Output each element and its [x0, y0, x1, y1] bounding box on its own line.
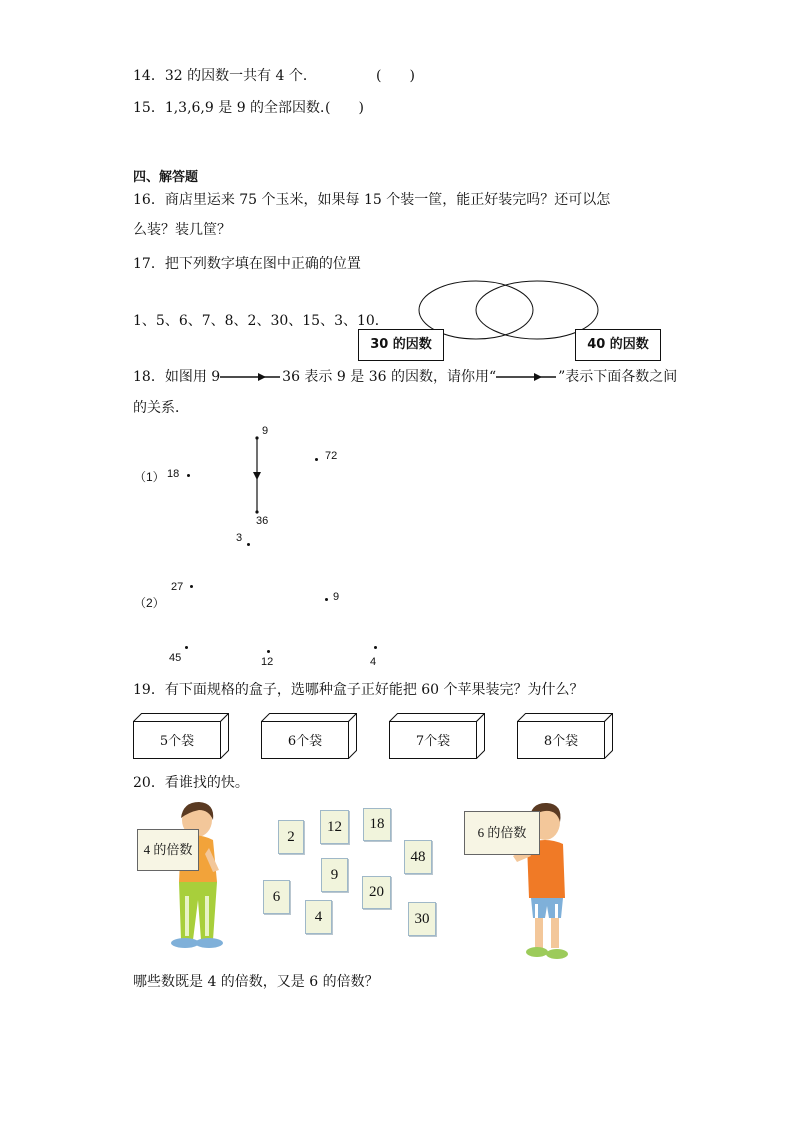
- number-card-9[interactable]: [321, 858, 348, 892]
- venn-label-right: 40 的因数: [575, 329, 661, 361]
- num-36: 36: [256, 515, 269, 527]
- question-19: 19．有下面规格的盒子，选哪种盒子正好能把 60 个苹果装完？为什么？: [133, 682, 584, 698]
- answer-paren-15[interactable]: ( ): [325, 100, 364, 116]
- card-value: 2: [287, 829, 295, 845]
- card-value: 4: [314, 909, 323, 925]
- num-9b: 9: [333, 591, 340, 603]
- card-value: 18: [369, 816, 385, 832]
- question-17-title: 17．把下列数字填在图中正确的位置: [133, 256, 361, 272]
- box-label-1: 5个袋: [159, 734, 195, 749]
- answer-paren-14[interactable]: ( ): [376, 68, 415, 84]
- question-16-line1: 16．商店里运来 75 个玉米，如果每 15 个装一筐，能正好装完吗？还可以怎: [133, 192, 611, 208]
- question-18-line2: 的关系．: [133, 400, 189, 416]
- boy-left-illustration: [135, 800, 225, 952]
- number-card-20[interactable]: [362, 876, 391, 909]
- point-9[interactable]: [325, 598, 328, 601]
- point-72[interactable]: [315, 458, 318, 461]
- question-15-text: 15．1,3,6,9 是 9 的全部因数．: [133, 100, 335, 116]
- arrow-icon: [496, 372, 558, 382]
- num-72: 72: [325, 450, 338, 462]
- question-14: [133, 66, 317, 86]
- number-card-4[interactable]: [305, 900, 332, 934]
- arrow-icon: [220, 372, 282, 382]
- number-card-12[interactable]: [320, 810, 349, 844]
- num-12: 12: [261, 656, 274, 668]
- point-27[interactable]: [190, 585, 193, 588]
- part-1-label: （1）: [134, 470, 165, 484]
- q18-text-a: 18．如图用 9: [133, 369, 221, 385]
- card-value: 12: [327, 819, 342, 835]
- card-value: 20: [369, 884, 384, 900]
- num-18: 18: [167, 468, 180, 480]
- question-18-line1: [133, 367, 677, 387]
- q18-text-c: ”表示下面各数之间: [558, 369, 678, 385]
- venn-label-left: 30 的因数: [358, 329, 444, 361]
- q18-text-b: 36 表示 9 是 36 的因数，请你用“: [282, 369, 497, 385]
- section-title: 四、解答题: [133, 170, 199, 185]
- point-45[interactable]: [185, 646, 188, 649]
- box-option-2[interactable]: [261, 713, 357, 759]
- point-12[interactable]: [267, 650, 270, 653]
- question-17-numbers: 1、5、6、7、8、2、30、15、3、10．: [133, 313, 389, 329]
- question-20-ask: 哪些数既是 4 的倍数，又是 6 的倍数？: [133, 974, 379, 990]
- card-value: 9: [330, 867, 339, 883]
- number-card-30[interactable]: [408, 902, 436, 936]
- number-card-18[interactable]: [363, 808, 391, 841]
- number-card-48[interactable]: [404, 840, 432, 874]
- point-4[interactable]: [374, 646, 377, 649]
- question-20-title: 20．看谁找的快。: [133, 775, 249, 791]
- card-value: 30: [414, 911, 430, 927]
- sign-right-text: 6 的倍数: [477, 825, 527, 840]
- part-2-label: （2）: [134, 596, 165, 610]
- question-14-text: 14．32 的因数一共有 4 个．: [133, 68, 317, 84]
- num-3: 3: [236, 532, 243, 544]
- box-option-3[interactable]: [389, 713, 485, 759]
- card-value: 6: [272, 889, 281, 905]
- box-label-3: 7个袋: [415, 734, 451, 749]
- box-option-4[interactable]: [517, 713, 613, 759]
- sign-right: [464, 811, 540, 855]
- num-9: 9: [262, 425, 269, 437]
- point-18[interactable]: [187, 474, 190, 477]
- num-27: 27: [171, 581, 184, 593]
- question-15: [133, 98, 334, 118]
- sign-left: [137, 829, 199, 871]
- box-label-2: 6个袋: [287, 734, 323, 749]
- sign-left-text: 4 的倍数: [143, 842, 193, 857]
- point-3[interactable]: [247, 543, 250, 546]
- card-value: 48: [410, 849, 426, 865]
- num-4: 4: [370, 656, 377, 668]
- number-card-6[interactable]: [263, 880, 290, 914]
- box-option-1[interactable]: [133, 713, 229, 759]
- number-card-2[interactable]: [278, 820, 304, 854]
- question-16-line2: 么装？装几筐？: [133, 222, 231, 238]
- num-45: 45: [169, 652, 182, 664]
- example-arrow-9-to-36: [250, 434, 264, 516]
- box-label-4: 8个袋: [543, 734, 579, 749]
